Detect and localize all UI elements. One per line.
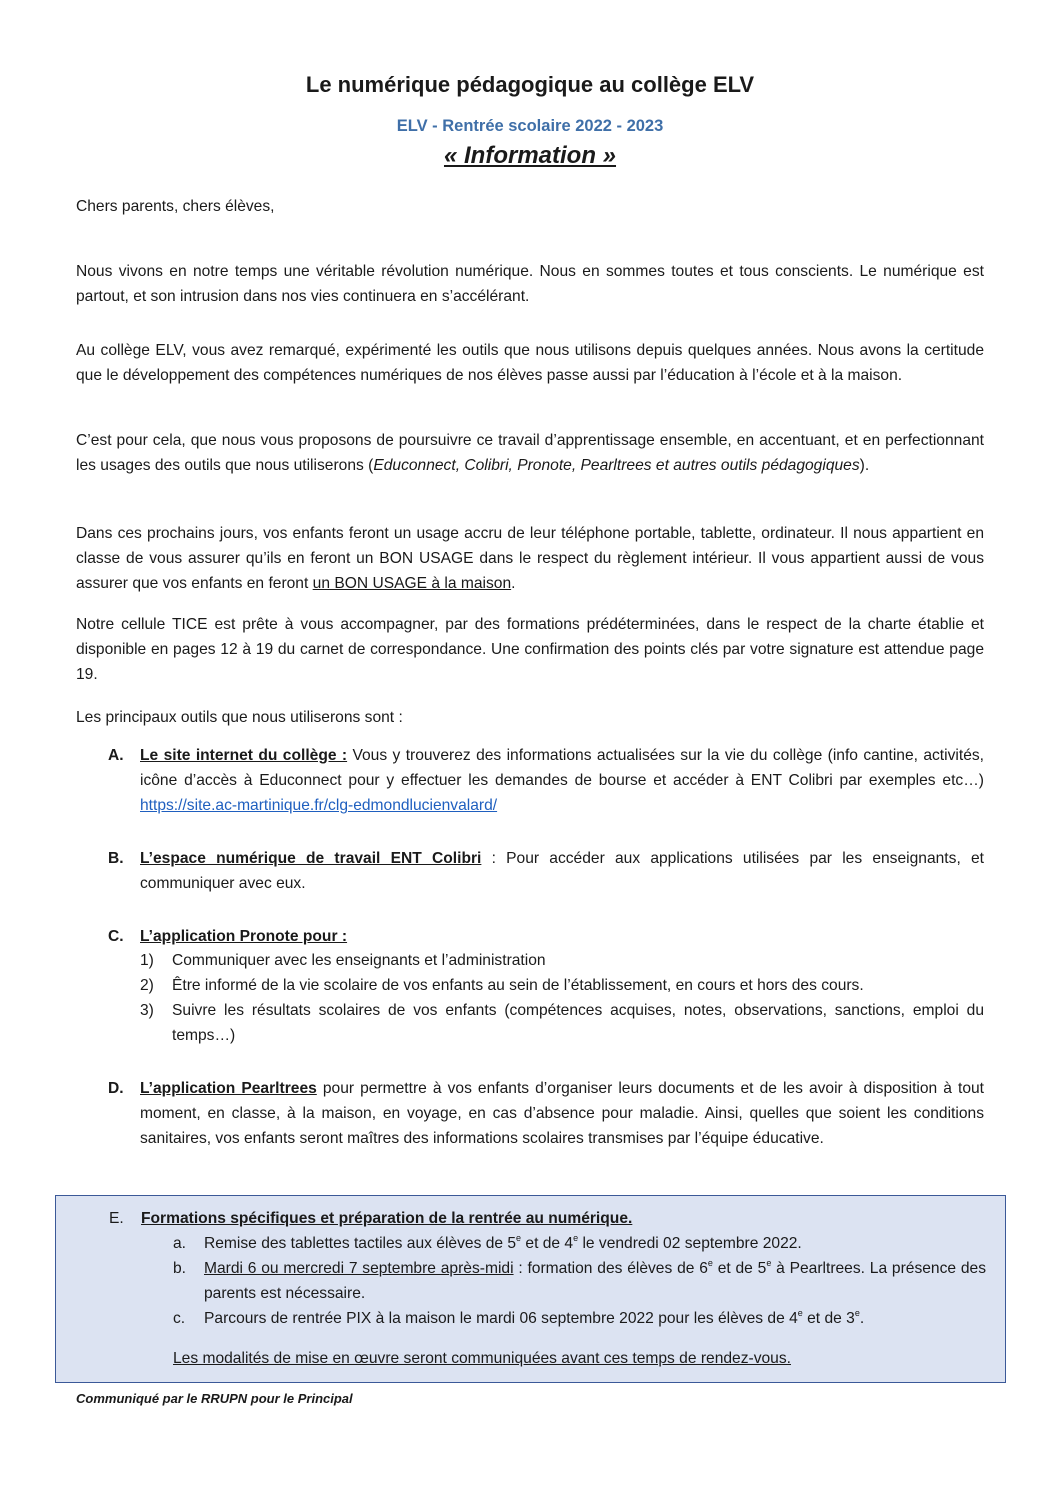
list-item: 3) Suivre les résultats scolaires de vos enfants (compétences acquises, notes, observations, sanctions, emploi du temps…) [140,1002,984,1044]
site-link[interactable]: https://site.ac-martinique.fr/clg-edmondlucienvalard/ [140,797,498,814]
paragraph-3: C’est pour cela, que nous vous proposons de poursuivre ce travail d’apprentissage ensemble, en accentuant, et en perfectionnant les usages des outils que nous utiliserons (Educonnect, Colibri, Pronote, Pearltrees et autres outils pédagogiques). [76,432,984,474]
paragraph-1: Nous vivons en notre temps une véritable révolution numérique. Nous en sommes toutes et tous conscients. Le numérique est partout, et son intrusion dans nos vies continuera en s’accélérant. [76,263,984,305]
paragraph-5: Notre cellule TICE est prête à vous accompagner, par des formations prédéterminées, dans le respect de la charte établie et disponible en pages 12 à 19 du carnet de correspondance. Une confirmation des points clés par votre signature est attendue page 19. [76,616,984,683]
item-d-heading: L’application Pearltrees [140,1080,317,1097]
page-subtitle: ELV - Rentrée scolaire 2022 - 2023 [396,117,664,135]
closing-note: Les modalités de mise en œuvre seront communiquées avant ces temps de rendez-vous. [173,1350,791,1367]
paragraph-6: Les principaux outils que nous utiliserons sont : [76,709,403,726]
sub-b-label: b. [173,1260,187,1277]
item-c: C. L’application Pronote pour : [108,928,348,945]
tools-list: Educonnect, Colibri, Pronote, Pearltrees et autres outils pédagogiques [373,457,860,474]
sub-b-text: Mardi 6 ou mercredi 7 septembre après-midi : formation des élèves de 6e et de 5e à Pearltrees. La présence des parents est nécessaire. [204,1257,986,1302]
item-e-heading: Formations spécifiques et préparation de la rentrée au numérique. [141,1210,633,1227]
page-title: Le numérique pédagogique au collège ELV [305,72,755,97]
item-d: D. L’application Pearltrees pour permettre à vos enfants d’organiser leurs documents et de les avoir à disposition à tout moment, en classe, à la maison, en voyage, en cas d’absence pour maladie. Ainsi, quelles que soient les conditions sanitaires, vos enfants seront maîtres des informations scolaires transmises par l’équipe éducative. [108,1080,984,1147]
item-b: B. L’espace numérique de travail ENT Colibri : Pour accéder aux applications utilisées par les enseignants, et communiquer avec eux. [108,850,984,892]
greeting: Chers parents, chers élèves, [76,198,275,215]
item-c-heading: L’application Pronote pour : [140,928,348,945]
item-a-heading: Le site internet du collège : [140,747,348,764]
sub-c-text: Parcours de rentrée PIX à la maison le mardi 06 septembre 2022 pour les élèves de 4e et de 3e. [204,1307,865,1327]
list-item: 1) Communiquer avec les enseignants et l’administration [140,952,546,969]
sub-a-text: Remise des tablettes tactiles aux élèves de 5e et de 4e le vendredi 02 septembre 2022. [204,1232,802,1252]
bon-usage-underline: un BON USAGE à la maison [312,575,512,592]
info-heading: « Information » [443,142,617,169]
paragraph-4: Dans ces prochains jours, vos enfants feront un usage accru de leur téléphone portable, tablette, ordinateur. Il nous appartient en classe de vous assurer qu’ils en feront un BON USAGE dans le respect du règlement intérieur. Il vous appartient aussi de vous assurer que vos enfants en feront un BON USAGE à la maison. [76,525,984,592]
item-b-heading: L’espace numérique de travail ENT Colibri [140,850,482,867]
item-e-letter: E. [109,1210,124,1227]
paragraph-2: Au collège ELV, vous avez remarqué, expérimenté les outils que nous utilisons depuis quelques années. Nous avons la certitude que le développement des compétences numériques de nos élèves passe aussi par l’éducation à l’école et à la maison. [76,342,984,384]
footer-signature: Communiqué par le RRUPN pour le Principal [76,1391,353,1406]
sub-c-label: c. [173,1310,186,1327]
sub-a-label: a. [173,1235,187,1252]
list-item: 2) Être informé de la vie scolaire de vos enfants au sein de l’établissement, en cours et hors des cours. [140,977,864,994]
formations-box [55,1195,1006,1383]
item-a: A. Le site internet du collège : Vous y trouverez des informations actualisées sur la vie du collège (info cantine, activités, icône d’accès à Educonnect pour y effectuer les demandes de bourse et accéder à ENT Colibri par exemples etc…) https://site.ac-martinique.fr/clg-edmondlucienvalard/ [108,747,984,814]
